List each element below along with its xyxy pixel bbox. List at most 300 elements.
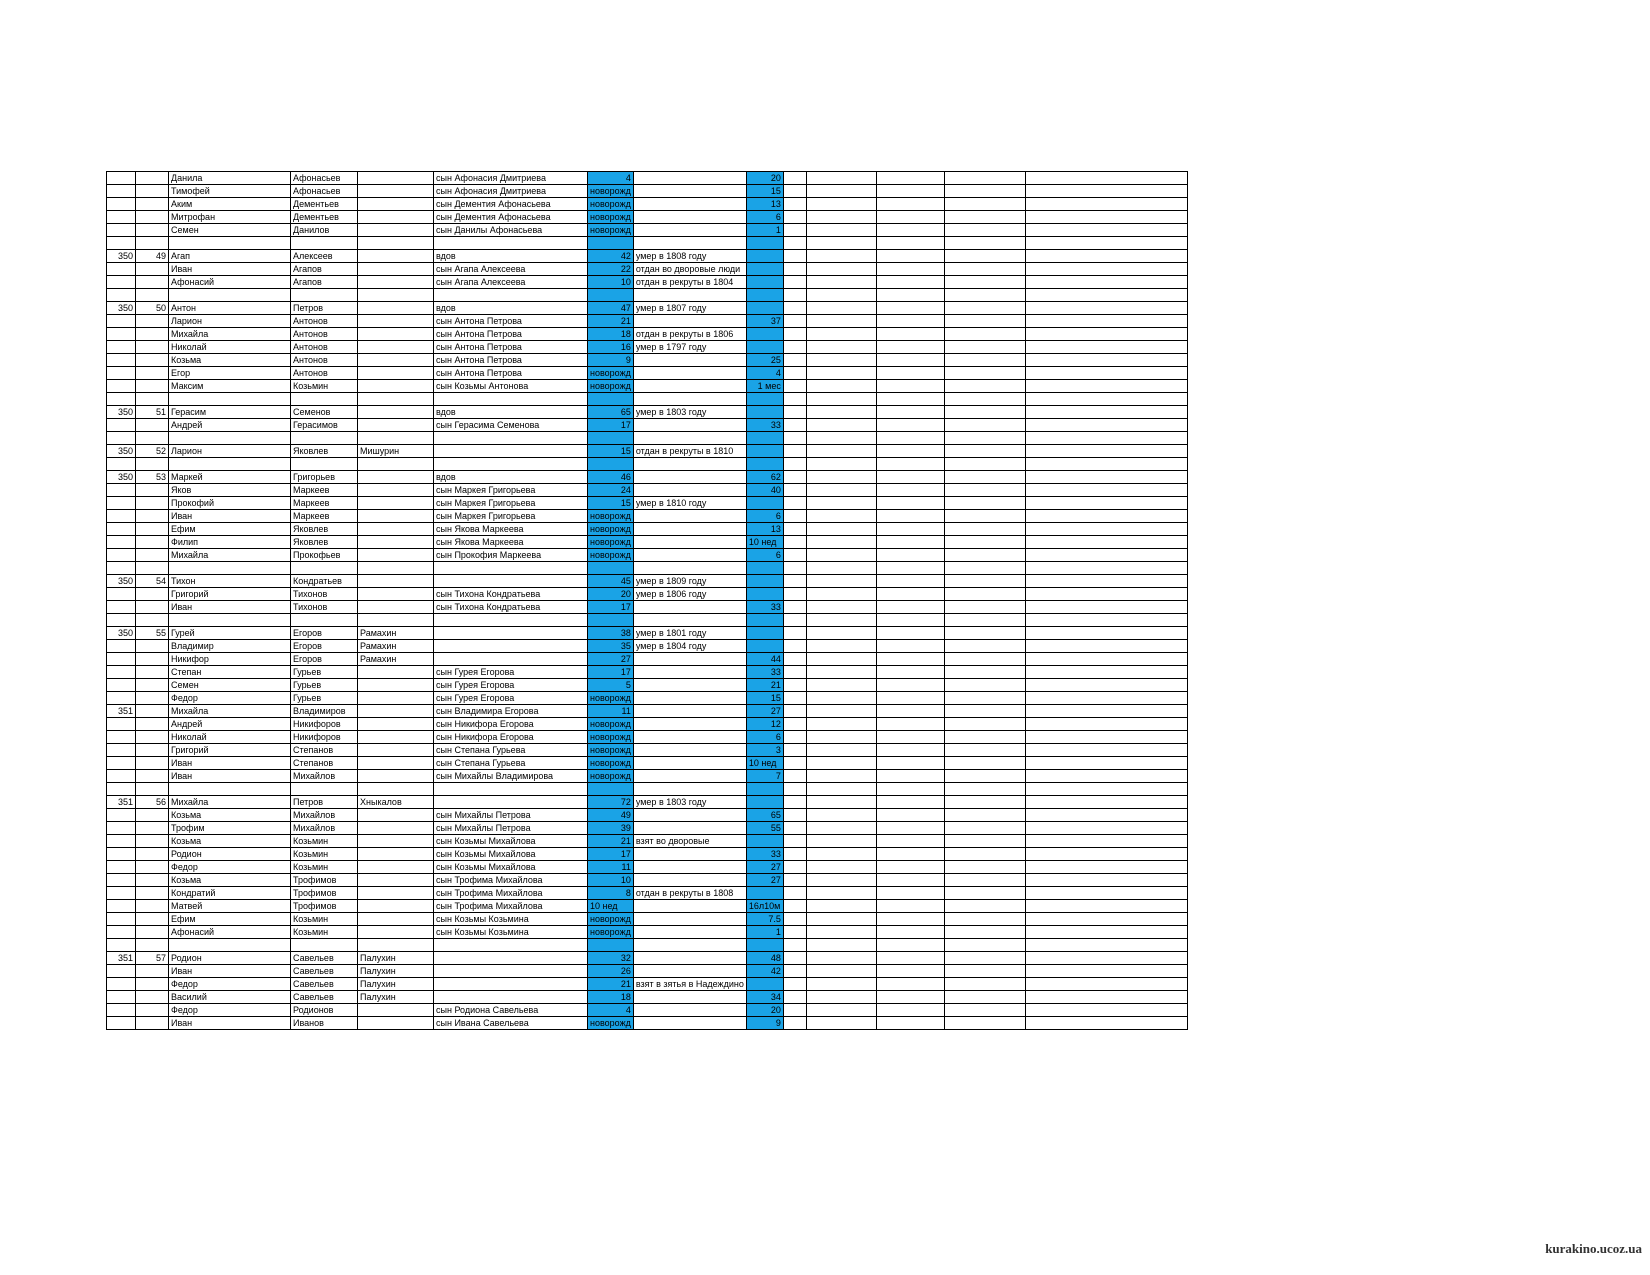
household-cell: [136, 497, 169, 510]
table-row: [107, 302, 1188, 315]
relation-cell: [434, 627, 588, 640]
surname-cell: [358, 783, 434, 796]
first-name-cell: [169, 393, 291, 406]
table-row: [107, 991, 1188, 1004]
age-revision-cell: 1: [746, 224, 783, 237]
relation-cell: сын Антона Петрова: [434, 328, 588, 341]
page-cell: 351: [107, 705, 136, 718]
relation-cell: сын Маркея Григорьева: [434, 497, 588, 510]
extra-cell-4: [944, 289, 1025, 302]
extra-cell-1: [783, 679, 806, 692]
patronymic-cell: Трофимов: [291, 874, 358, 887]
relation-cell: сын Гурея Егорова: [434, 666, 588, 679]
first-name-cell: Родион: [169, 952, 291, 965]
extra-cell-2: [806, 614, 876, 627]
note-cell: [633, 185, 746, 198]
table-row: [107, 939, 1188, 952]
extra-cell-2: [806, 705, 876, 718]
extra-cell-2: [806, 458, 876, 471]
age-cell: 38: [588, 627, 634, 640]
extra-cell-2: [806, 211, 876, 224]
extra-cell-2: [806, 991, 876, 1004]
age-cell: 32: [588, 952, 634, 965]
extra-cell-4: [944, 263, 1025, 276]
extra-cell-1: [783, 640, 806, 653]
relation-cell: [434, 614, 588, 627]
first-name-cell: [169, 432, 291, 445]
extra-cell-5: [1025, 640, 1187, 653]
surname-cell: [358, 718, 434, 731]
extra-cell-4: [944, 315, 1025, 328]
table-row: [107, 419, 1188, 432]
extra-cell-3: [876, 887, 944, 900]
table-row: [107, 224, 1188, 237]
surname-cell: [358, 471, 434, 484]
table-row: [107, 640, 1188, 653]
extra-cell-4: [944, 848, 1025, 861]
extra-cell-1: [783, 991, 806, 1004]
household-cell: [136, 315, 169, 328]
extra-cell-5: [1025, 211, 1187, 224]
extra-cell-3: [876, 731, 944, 744]
extra-cell-4: [944, 198, 1025, 211]
age-cell: 10: [588, 874, 634, 887]
extra-cell-4: [944, 224, 1025, 237]
age-revision-cell: 27: [746, 861, 783, 874]
surname-cell: [358, 900, 434, 913]
age-revision-cell: 6: [746, 549, 783, 562]
table-row: [107, 575, 1188, 588]
extra-cell-3: [876, 484, 944, 497]
first-name-cell: Афонасий: [169, 926, 291, 939]
age-cell: 42: [588, 250, 634, 263]
extra-cell-4: [944, 926, 1025, 939]
extra-cell-1: [783, 1017, 806, 1030]
surname-cell: [358, 185, 434, 198]
first-name-cell: Андрей: [169, 718, 291, 731]
extra-cell-1: [783, 458, 806, 471]
household-cell: [136, 536, 169, 549]
extra-cell-1: [783, 497, 806, 510]
first-name-cell: Гурей: [169, 627, 291, 640]
household-cell: [136, 419, 169, 432]
age-cell: 17: [588, 419, 634, 432]
table-row: [107, 588, 1188, 601]
extra-cell-2: [806, 900, 876, 913]
extra-cell-5: [1025, 874, 1187, 887]
patronymic-cell: [291, 562, 358, 575]
extra-cell-2: [806, 380, 876, 393]
surname-cell: Палухин: [358, 978, 434, 991]
extra-cell-2: [806, 640, 876, 653]
extra-cell-1: [783, 328, 806, 341]
relation-cell: сын Афонасия Дмитриева: [434, 185, 588, 198]
age-revision-cell: 6: [746, 731, 783, 744]
extra-cell-3: [876, 796, 944, 809]
patronymic-cell: Антонов: [291, 354, 358, 367]
first-name-cell: Федор: [169, 978, 291, 991]
patronymic-cell: Владимиров: [291, 705, 358, 718]
extra-cell-2: [806, 861, 876, 874]
relation-cell: [434, 445, 588, 458]
table-row: [107, 861, 1188, 874]
age-revision-cell: 33: [746, 601, 783, 614]
extra-cell-3: [876, 458, 944, 471]
page-cell: [107, 276, 136, 289]
extra-cell-2: [806, 432, 876, 445]
extra-cell-4: [944, 172, 1025, 185]
extra-cell-5: [1025, 172, 1187, 185]
age-cell: 10: [588, 276, 634, 289]
extra-cell-2: [806, 510, 876, 523]
extra-cell-3: [876, 419, 944, 432]
patronymic-cell: Савельев: [291, 952, 358, 965]
relation-cell: сын Никифора Егорова: [434, 718, 588, 731]
extra-cell-1: [783, 614, 806, 627]
extra-cell-1: [783, 341, 806, 354]
first-name-cell: [169, 458, 291, 471]
table-row: [107, 913, 1188, 926]
table-row: [107, 523, 1188, 536]
age-revision-cell: 33: [746, 666, 783, 679]
note-cell: [633, 289, 746, 302]
extra-cell-1: [783, 666, 806, 679]
age-cell: [588, 432, 634, 445]
extra-cell-4: [944, 640, 1025, 653]
extra-cell-3: [876, 679, 944, 692]
age-cell: [588, 939, 634, 952]
first-name-cell: Данила: [169, 172, 291, 185]
page-cell: [107, 731, 136, 744]
table-row: [107, 809, 1188, 822]
note-cell: умер в 1806 году: [633, 588, 746, 601]
household-cell: [136, 822, 169, 835]
extra-cell-1: [783, 237, 806, 250]
surname-cell: [358, 315, 434, 328]
surname-cell: [358, 224, 434, 237]
table-row: [107, 770, 1188, 783]
surname-cell: [358, 497, 434, 510]
extra-cell-5: [1025, 731, 1187, 744]
table-row: [107, 250, 1188, 263]
age-revision-cell: [746, 783, 783, 796]
extra-cell-2: [806, 575, 876, 588]
extra-cell-3: [876, 861, 944, 874]
surname-cell: [358, 341, 434, 354]
page-cell: [107, 913, 136, 926]
table-row: [107, 354, 1188, 367]
relation-cell: сын Тихона Кондратьева: [434, 601, 588, 614]
note-cell: [633, 900, 746, 913]
surname-cell: [358, 731, 434, 744]
age-cell: 17: [588, 666, 634, 679]
first-name-cell: Михайла: [169, 549, 291, 562]
relation-cell: [434, 640, 588, 653]
age-cell: новорожд: [588, 926, 634, 939]
extra-cell-1: [783, 276, 806, 289]
table-row: [107, 328, 1188, 341]
extra-cell-2: [806, 965, 876, 978]
table-row: [107, 276, 1188, 289]
first-name-cell: Федор: [169, 861, 291, 874]
extra-cell-2: [806, 744, 876, 757]
age-revision-cell: [746, 445, 783, 458]
extra-cell-1: [783, 692, 806, 705]
extra-cell-2: [806, 757, 876, 770]
relation-cell: сын Козьмы Антонова: [434, 380, 588, 393]
extra-cell-3: [876, 380, 944, 393]
note-cell: [633, 952, 746, 965]
age-revision-cell: [746, 939, 783, 952]
surname-cell: [358, 588, 434, 601]
page-cell: [107, 224, 136, 237]
relation-cell: сын Родиона Савельева: [434, 1004, 588, 1017]
first-name-cell: Маркей: [169, 471, 291, 484]
patronymic-cell: Маркеев: [291, 510, 358, 523]
surname-cell: [358, 575, 434, 588]
extra-cell-1: [783, 965, 806, 978]
age-revision-cell: 10 нед: [746, 536, 783, 549]
patronymic-cell: Никифоров: [291, 718, 358, 731]
relation-cell: сын Козьмы Михайлова: [434, 861, 588, 874]
extra-cell-1: [783, 731, 806, 744]
first-name-cell: Филип: [169, 536, 291, 549]
extra-cell-1: [783, 952, 806, 965]
relation-cell: сын Агапа Алексеева: [434, 276, 588, 289]
extra-cell-2: [806, 419, 876, 432]
extra-cell-3: [876, 406, 944, 419]
note-cell: [633, 848, 746, 861]
extra-cell-1: [783, 835, 806, 848]
page-cell: [107, 289, 136, 302]
extra-cell-4: [944, 653, 1025, 666]
extra-cell-2: [806, 302, 876, 315]
age-cell: новорожд: [588, 367, 634, 380]
extra-cell-2: [806, 822, 876, 835]
relation-cell: сын Степана Гурьева: [434, 757, 588, 770]
note-cell: [633, 432, 746, 445]
table-row: [107, 965, 1188, 978]
page-cell: [107, 354, 136, 367]
age-cell: 17: [588, 848, 634, 861]
age-revision-cell: 3: [746, 744, 783, 757]
note-cell: [633, 770, 746, 783]
table-row: [107, 289, 1188, 302]
extra-cell-5: [1025, 367, 1187, 380]
extra-cell-3: [876, 198, 944, 211]
note-cell: отдан во дворовые люди: [633, 263, 746, 276]
household-cell: [136, 679, 169, 692]
age-revision-cell: [746, 341, 783, 354]
first-name-cell: Козьма: [169, 835, 291, 848]
household-cell: [136, 926, 169, 939]
page-cell: [107, 1004, 136, 1017]
note-cell: умер в 1803 году: [633, 796, 746, 809]
extra-cell-5: [1025, 458, 1187, 471]
relation-cell: сын Афонасия Дмитриева: [434, 172, 588, 185]
relation-cell: сын Прокофия Маркеева: [434, 549, 588, 562]
patronymic-cell: [291, 458, 358, 471]
age-revision-cell: [746, 406, 783, 419]
household-cell: [136, 640, 169, 653]
first-name-cell: [169, 237, 291, 250]
note-cell: отдан в рекруты в 1806: [633, 328, 746, 341]
extra-cell-4: [944, 809, 1025, 822]
age-cell: новорожд: [588, 1017, 634, 1030]
extra-cell-5: [1025, 965, 1187, 978]
extra-cell-3: [876, 1017, 944, 1030]
extra-cell-3: [876, 900, 944, 913]
table-row: [107, 1004, 1188, 1017]
first-name-cell: Ларион: [169, 315, 291, 328]
surname-cell: [358, 601, 434, 614]
age-revision-cell: 55: [746, 822, 783, 835]
surname-cell: [358, 913, 434, 926]
patronymic-cell: Агапов: [291, 263, 358, 276]
age-cell: 21: [588, 835, 634, 848]
patronymic-cell: Алексеев: [291, 250, 358, 263]
extra-cell-1: [783, 484, 806, 497]
first-name-cell: Матвей: [169, 900, 291, 913]
extra-cell-1: [783, 562, 806, 575]
extra-cell-4: [944, 770, 1025, 783]
extra-cell-1: [783, 757, 806, 770]
page-cell: 350: [107, 445, 136, 458]
extra-cell-1: [783, 263, 806, 276]
first-name-cell: Иван: [169, 757, 291, 770]
extra-cell-3: [876, 354, 944, 367]
table-row: [107, 172, 1188, 185]
age-revision-cell: 33: [746, 848, 783, 861]
note-cell: [633, 874, 746, 887]
table-row: [107, 705, 1188, 718]
age-revision-cell: 1: [746, 926, 783, 939]
patronymic-cell: Семенов: [291, 406, 358, 419]
surname-cell: [358, 367, 434, 380]
page-cell: [107, 315, 136, 328]
page-cell: [107, 965, 136, 978]
page-cell: [107, 614, 136, 627]
first-name-cell: Василий: [169, 991, 291, 1004]
first-name-cell: Владимир: [169, 640, 291, 653]
extra-cell-1: [783, 575, 806, 588]
patronymic-cell: Яковлев: [291, 523, 358, 536]
patronymic-cell: Савельев: [291, 991, 358, 1004]
patronymic-cell: Трофимов: [291, 887, 358, 900]
extra-cell-5: [1025, 653, 1187, 666]
first-name-cell: Митрофан: [169, 211, 291, 224]
age-cell: 10 нед: [588, 900, 634, 913]
patronymic-cell: [291, 289, 358, 302]
relation-cell: [434, 653, 588, 666]
age-cell: 15: [588, 497, 634, 510]
household-cell: [136, 237, 169, 250]
extra-cell-2: [806, 562, 876, 575]
page-cell: [107, 666, 136, 679]
household-cell: 55: [136, 627, 169, 640]
extra-cell-5: [1025, 744, 1187, 757]
table-row: [107, 666, 1188, 679]
surname-cell: [358, 419, 434, 432]
relation-cell: сын Владимира Егорова: [434, 705, 588, 718]
extra-cell-5: [1025, 341, 1187, 354]
extra-cell-1: [783, 523, 806, 536]
extra-cell-4: [944, 757, 1025, 770]
first-name-cell: Степан: [169, 666, 291, 679]
extra-cell-4: [944, 276, 1025, 289]
age-revision-cell: [746, 393, 783, 406]
household-cell: [136, 211, 169, 224]
extra-cell-1: [783, 861, 806, 874]
extra-cell-2: [806, 1017, 876, 1030]
surname-cell: [358, 770, 434, 783]
age-revision-cell: 15: [746, 692, 783, 705]
relation-cell: сын Данилы Афонасьева: [434, 224, 588, 237]
table-row: [107, 341, 1188, 354]
table-row: [107, 848, 1188, 861]
extra-cell-3: [876, 809, 944, 822]
patronymic-cell: Степанов: [291, 757, 358, 770]
extra-cell-2: [806, 315, 876, 328]
table-row: [107, 796, 1188, 809]
first-name-cell: Кондратий: [169, 887, 291, 900]
extra-cell-2: [806, 341, 876, 354]
age-revision-cell: [746, 627, 783, 640]
extra-cell-3: [876, 510, 944, 523]
patronymic-cell: Иванов: [291, 1017, 358, 1030]
relation-cell: [434, 575, 588, 588]
extra-cell-4: [944, 887, 1025, 900]
note-cell: [633, 939, 746, 952]
surname-cell: [358, 614, 434, 627]
extra-cell-2: [806, 224, 876, 237]
extra-cell-2: [806, 445, 876, 458]
page-cell: [107, 185, 136, 198]
household-cell: [136, 198, 169, 211]
extra-cell-1: [783, 367, 806, 380]
patronymic-cell: Гурьев: [291, 679, 358, 692]
age-cell: новорожд: [588, 380, 634, 393]
extra-cell-2: [806, 367, 876, 380]
note-cell: [633, 315, 746, 328]
household-cell: 53: [136, 471, 169, 484]
note-cell: [633, 510, 746, 523]
patronymic-cell: Козьмин: [291, 913, 358, 926]
extra-cell-5: [1025, 601, 1187, 614]
extra-cell-2: [806, 796, 876, 809]
patronymic-cell: Агапов: [291, 276, 358, 289]
extra-cell-2: [806, 848, 876, 861]
household-cell: [136, 978, 169, 991]
surname-cell: Хныкалов: [358, 796, 434, 809]
page-cell: [107, 978, 136, 991]
extra-cell-3: [876, 263, 944, 276]
age-cell: [588, 237, 634, 250]
extra-cell-3: [876, 536, 944, 549]
extra-cell-5: [1025, 783, 1187, 796]
extra-cell-5: [1025, 536, 1187, 549]
age-cell: 24: [588, 484, 634, 497]
extra-cell-4: [944, 627, 1025, 640]
patronymic-cell: Антонов: [291, 328, 358, 341]
household-cell: [136, 393, 169, 406]
surname-cell: [358, 198, 434, 211]
age-revision-cell: [746, 562, 783, 575]
page-cell: [107, 848, 136, 861]
extra-cell-5: [1025, 588, 1187, 601]
household-cell: [136, 718, 169, 731]
surname-cell: Палухин: [358, 991, 434, 1004]
